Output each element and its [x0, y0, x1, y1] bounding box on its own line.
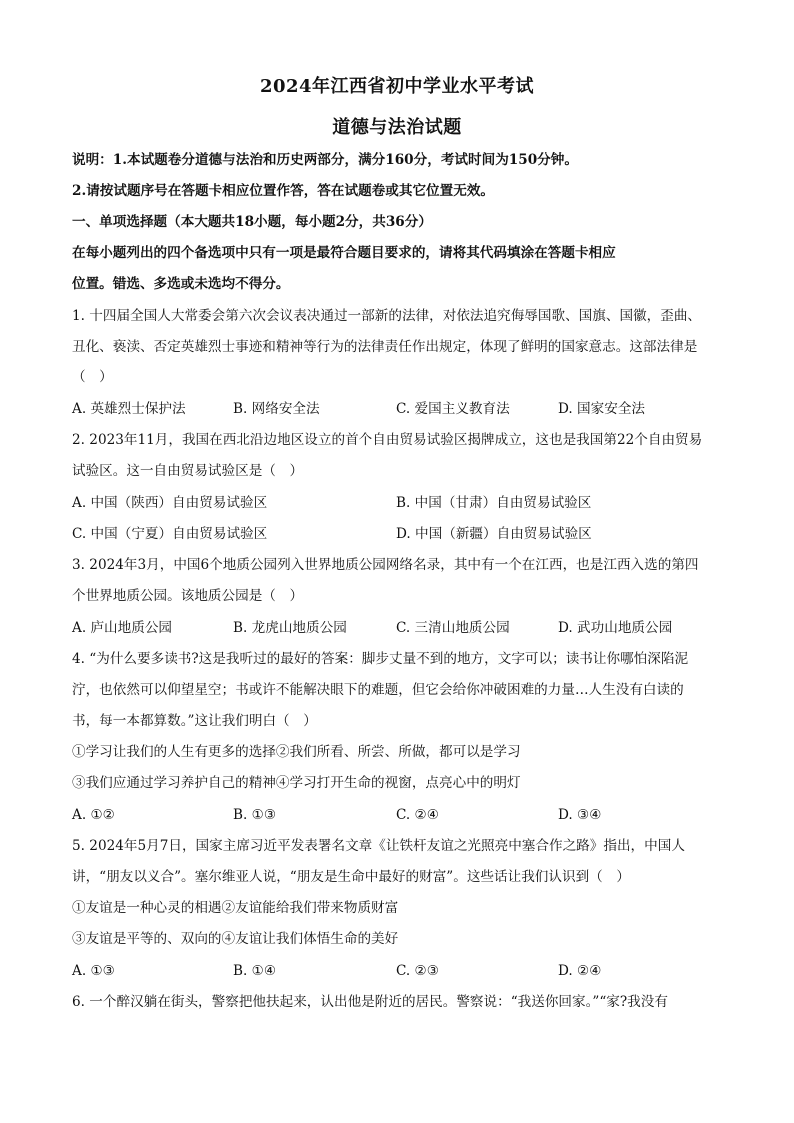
q3-option-c: C. 三清山地质公园 — [396, 620, 510, 636]
q4-line-3: 书，每一本都算数。”这让我们明白（ ） — [72, 713, 317, 729]
q6-line-1: 6. 一个醉汉躺在街头，警察把他扶起来，认出他是附近的居民。警察说：“我送你回家。”“家?我没有 — [72, 994, 668, 1010]
q1-line-3: （ ） — [72, 369, 113, 385]
section-instruction-1: 在每小题列出的四个备选项中只有一项是最符合题目要求的，请将其代码填涂在答题卡相应 — [72, 245, 616, 261]
q1-line-2: 丑化、亵渎、否定英雄烈士事迹和精神等行为的法律责任作出规定，体现了鲜明的国家意志。这部法律是 — [72, 339, 698, 355]
q1-option-a: A. 英雄烈士保护法 — [72, 401, 186, 417]
q4-option-d: D. ③④ — [558, 807, 602, 823]
q4-option-a: A. ①② — [72, 807, 115, 823]
q5-option-c: C. ②③ — [396, 963, 439, 979]
q5-option-a: A. ①③ — [72, 963, 115, 979]
q5-option-d: D. ②④ — [558, 963, 602, 979]
q2-option-a: A. 中国（陕西）自由贸易试验区 — [72, 495, 268, 511]
q4-line-1: 4. “为什么要多读书?这是我听过的最好的答案：脚步丈量不到的地方，文字可以；读书让你哪怕深陷泥 — [72, 651, 689, 667]
q2-option-b: B. 中国（甘肃）自由贸易试验区 — [396, 495, 592, 511]
q1-option-b: B. 网络安全法 — [233, 401, 320, 417]
q3-line-2: 个世界地质公园。该地质公园是（ ） — [72, 588, 304, 604]
q5-statement-2: ③友谊是平等的、双向的④友谊让我们体悟生命的美好 — [72, 931, 399, 947]
q4-option-b: B. ①③ — [233, 807, 277, 823]
q2-option-c: C. 中国（宁夏）自由贸易试验区 — [72, 526, 268, 542]
q4-option-c: C. ②④ — [396, 807, 439, 823]
section-heading: 一、单项选择题（本大题共18小题，每小题2分，共36分） — [72, 214, 432, 230]
exam-subtitle: 道德与法治试题 — [332, 117, 462, 138]
note-line-2: 2.请按试题序号在答题卡相应位置作答，答在试题卷或其它位置无效。 — [72, 183, 495, 199]
q2-option-d: D. 中国（新疆）自由贸易试验区 — [396, 526, 592, 542]
q2-line-1: 2. 2023年11月，我国在西北沿边地区设立的首个自由贸易试验区揭牌成立，这也是我国第22个自由贸易 — [72, 432, 703, 448]
section-instruction-2: 位置。错选、多选或未选均不得分。 — [72, 276, 290, 292]
q1-line-1: 1. 十四届全国人大常委会第六次会议表决通过一部新的法律，对依法追究侮辱国歌、国旗、国徽，歪曲、 — [72, 308, 702, 324]
q4-line-2: 泞，也依然可以仰望星空；书或许不能解决眼下的难题，但它会给你冲破困难的力量…人生没有白读的 — [72, 682, 684, 698]
q5-line-2: 讲，“朋友以义合”。塞尔维亚人说，“朋友是生命中最好的财富”。这些话让我们认识到（ ） — [72, 869, 630, 885]
q3-option-a: A. 庐山地质公园 — [72, 620, 173, 636]
q3-option-b: B. 龙虎山地质公园 — [233, 620, 347, 636]
q5-option-b: B. ①④ — [233, 963, 277, 979]
q3-line-1: 3. 2024年3月，中国6个地质公园列入世界地质公园网络名录，其中有一个在江西，也是江西入选的第四 — [72, 557, 699, 573]
q5-line-1: 5. 2024年5月7日，国家主席习近平发表署名文章《让铁杆友谊之光照亮中塞合作之路》指出，中国人 — [72, 838, 685, 854]
q2-line-2: 试验区。这一自由贸易试验区是（ ） — [72, 463, 304, 479]
q5-statement-1: ①友谊是一种心灵的相遇②友谊能给我们带来物质财富 — [72, 900, 399, 916]
note-line-1: 说明：1.本试题卷分道德与法治和历史两部分，满分160分，考试时间为150分钟。 — [72, 152, 578, 168]
q1-option-c: C. 爱国主义教育法 — [396, 401, 510, 417]
exam-title: 2024年江西省初中学业水平考试 — [259, 76, 535, 97]
q1-option-d: D. 国家安全法 — [558, 401, 646, 417]
q4-statement-2: ③我们应通过学习养护自己的精神④学习打开生命的视窗，点亮心中的明灯 — [72, 775, 521, 791]
q3-option-d: D. 武功山地质公园 — [558, 620, 673, 636]
q4-statement-1: ①学习让我们的人生有更多的选择②我们所看、所尝、所做，都可以是学习 — [72, 744, 521, 760]
